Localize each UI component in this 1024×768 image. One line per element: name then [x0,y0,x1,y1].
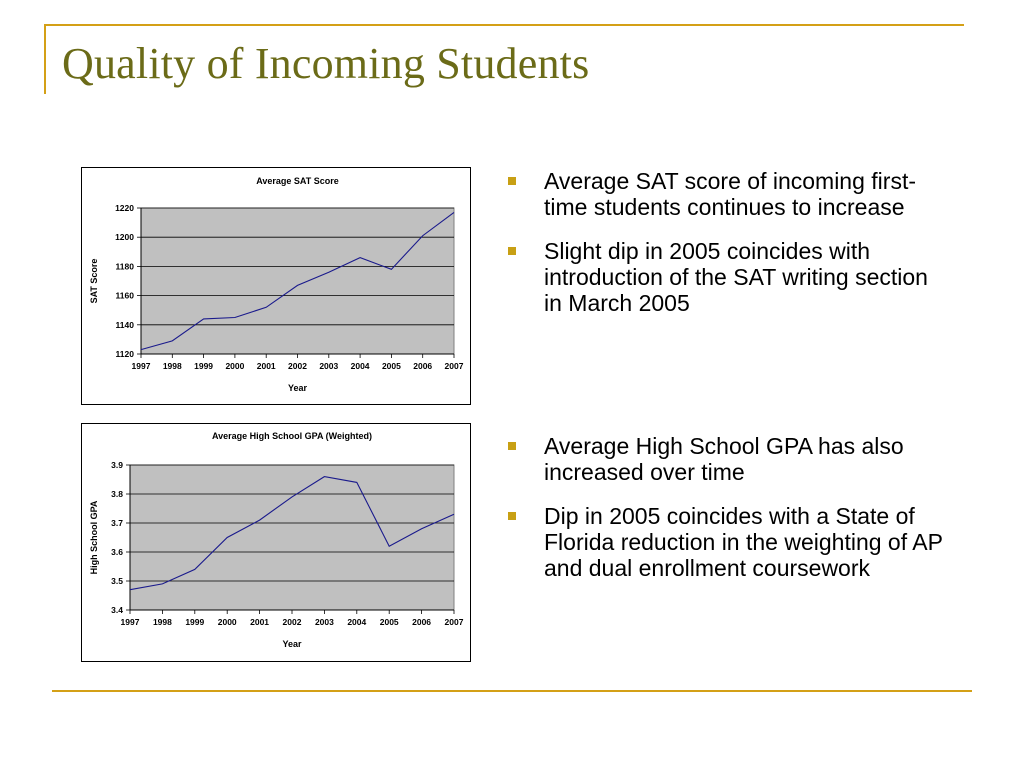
bullet-item [508,503,948,581]
y-tick-label: 1160 [115,290,134,301]
x-tick-label: 1998 [162,361,182,371]
bullet-item [508,238,948,316]
x-tick-label: 2001 [250,617,270,627]
x-tick-label: 1997 [120,617,140,627]
x-axis-label: Year [282,639,302,649]
bullet-square-icon [508,442,516,450]
chart-title: Average High School GPA (Weighted) [211,431,373,441]
x-tick-label: 2007 [444,617,464,627]
bullet-text: Average SAT score of incoming first-time students continues to increase [544,168,916,220]
bullet-text: Slight dip in 2005 coincides with introduction of the SAT writing section in March 2005 [544,238,928,316]
x-tick-label: 2003 [319,361,339,371]
bullet-square-icon [508,177,516,185]
x-tick-label: 2005 [379,617,399,627]
x-tick-label: 1998 [152,617,172,627]
y-axis-label: SAT Score [89,258,99,304]
y-tick-label: 3.9 [111,460,123,470]
y-tick-label: 1220 [115,203,134,213]
x-tick-label: 2000 [217,617,237,627]
chart-title: Average SAT Score [256,176,339,186]
x-tick-label: 1999 [185,617,205,627]
bullet-item [508,433,948,485]
plot-area [141,208,454,354]
y-tick-label: 3.5 [111,576,123,586]
x-tick-label: 2002 [282,617,302,627]
bullet-square-icon [508,247,516,255]
x-tick-label: 2001 [256,361,276,371]
y-tick-label: 3.7 [111,518,123,528]
x-tick-label: 2006 [413,361,433,371]
x-axis-label: Year [287,383,308,393]
y-tick-label: 3.8 [111,489,123,499]
x-tick-label: 2000 [225,361,245,371]
x-tick-label: 2006 [412,617,432,627]
y-tick-label: 1140 [115,319,134,330]
y-tick-label: 3.4 [111,605,123,615]
sat-chart [82,168,470,404]
y-tick-label: 1200 [115,232,134,243]
bottom-accent-line [52,690,972,692]
x-tick-label: 2002 [288,361,307,371]
bullet-square-icon [508,512,516,520]
x-tick-label: 1999 [194,361,214,371]
bullet-item [508,168,948,220]
x-tick-label: 1997 [131,361,151,371]
x-tick-label: 2007 [444,361,464,371]
left-accent-line [44,24,46,94]
sat-bullet-list [508,168,948,334]
x-tick-label: 2004 [350,361,370,371]
x-tick-label: 2005 [381,361,401,371]
x-tick-label: 2003 [314,617,334,627]
y-tick-label: 1180 [115,261,134,272]
page-title: Quality of Incoming Students [62,39,590,88]
bullet-text: Dip in 2005 coincides with a State of Florida reduction in the weighting of AP and dual enrollment coursework [544,503,943,581]
sat-chart-panel [81,167,471,405]
y-tick-label: 3.6 [111,547,123,557]
top-accent-line [44,24,964,26]
gpa-chart-panel [81,423,471,662]
gpa-bullet-list [508,433,948,599]
y-axis-label: High School GPA [89,500,99,575]
y-tick-label: 1120 [115,349,134,359]
x-tick-label: 2004 [347,617,367,627]
bullet-text: Average High School GPA has also increased over time [544,433,904,485]
gpa-chart [82,424,470,661]
